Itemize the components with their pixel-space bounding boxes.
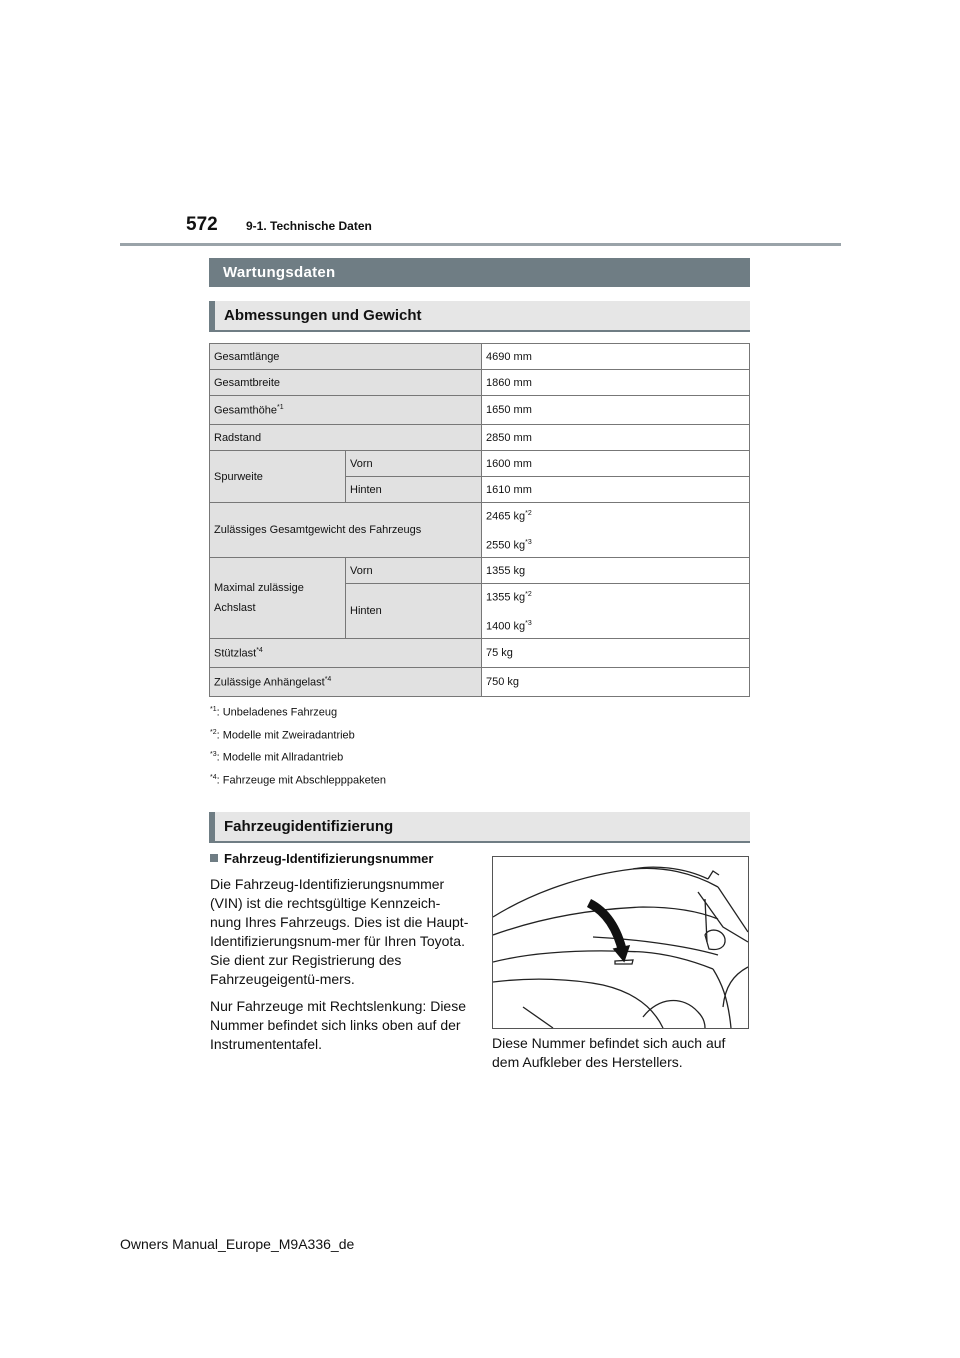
row-value bbox=[482, 503, 750, 558]
footnote bbox=[210, 768, 386, 791]
footnote-mark: *2 bbox=[525, 510, 532, 518]
label-text: Zulässige Anhängelast bbox=[214, 676, 325, 689]
row-value: 1355 kg bbox=[482, 558, 750, 584]
row-label: Gesamtbreite bbox=[210, 370, 482, 396]
label-text: Stützlast bbox=[214, 647, 257, 660]
page-number: 572 bbox=[186, 214, 218, 235]
row-label bbox=[210, 668, 482, 697]
value-line bbox=[486, 617, 745, 634]
row-value: 4690 mm bbox=[482, 344, 750, 370]
footnote-mark: *4 bbox=[324, 675, 332, 683]
rhd-paragraph: Nur Fahrzeuge mit Rechtslenkung: Diese Nummer befindet sich links oben auf der Instrumententafel. bbox=[210, 998, 467, 1052]
footnote-text: : Modelle mit Zweiradantrieb bbox=[216, 729, 355, 742]
table-row bbox=[210, 558, 750, 584]
label-line: Maximal zulässige bbox=[214, 582, 304, 594]
table-row bbox=[210, 451, 750, 477]
row-label bbox=[210, 639, 482, 668]
footnote-mark: *3 bbox=[210, 751, 217, 758]
page-title: Wartungsdaten bbox=[209, 258, 750, 287]
footnote-mark: *1 bbox=[210, 706, 217, 713]
dimensions-heading: Abmessungen und Gewicht bbox=[209, 301, 750, 332]
footnote bbox=[210, 723, 386, 746]
header-divider bbox=[120, 243, 841, 246]
row-value: 1600 mm bbox=[482, 451, 750, 477]
table-row bbox=[210, 503, 750, 558]
footnote-mark: *1 bbox=[276, 403, 284, 411]
footer-document-id: Owners Manual_Europe_M9A336_de bbox=[120, 1236, 355, 1252]
footnote-text: : Fahrzeuge mit Abschlepppaketen bbox=[216, 774, 387, 787]
value-text: 1400 kg bbox=[486, 620, 526, 633]
footnote-mark: *2 bbox=[210, 728, 217, 736]
table-row bbox=[210, 668, 750, 697]
sub-label: Vorn bbox=[346, 558, 482, 584]
row-label: Gesamtlänge bbox=[210, 344, 482, 370]
sub-label: Hinten bbox=[346, 477, 482, 503]
value-line bbox=[486, 507, 745, 524]
row-value: 2850 mm bbox=[482, 425, 750, 451]
square-bullet-icon bbox=[210, 854, 218, 862]
table-row bbox=[210, 344, 750, 370]
table-row bbox=[210, 639, 750, 668]
subheading-text: Fahrzeug-Identifizierungsnummer bbox=[224, 851, 434, 866]
section-reference: 9-1. Technische Daten bbox=[246, 219, 372, 233]
footnotes bbox=[210, 700, 386, 790]
footnote-mark: *4 bbox=[210, 773, 217, 781]
row-label: Radstand bbox=[210, 425, 482, 451]
footnote-mark: *3 bbox=[525, 620, 532, 627]
sub-label: Vorn bbox=[346, 451, 482, 477]
illustration-caption: Diese Nummer befindet sich auch auf dem Aufkleber des Herstellers. bbox=[492, 1035, 726, 1070]
vin-subheading bbox=[210, 849, 470, 868]
row-label bbox=[210, 558, 346, 639]
row-value: 1610 mm bbox=[482, 477, 750, 503]
table-row bbox=[210, 370, 750, 396]
table-row bbox=[210, 425, 750, 451]
row-value: 1650 mm bbox=[482, 396, 750, 425]
row-value bbox=[482, 584, 750, 639]
dashboard-vin-illustration bbox=[492, 856, 749, 1029]
row-label: Spurweite bbox=[210, 451, 346, 503]
value-line bbox=[486, 536, 745, 553]
row-label: Zulässiges Gesamtgewicht des Fahrzeugs bbox=[210, 503, 482, 558]
footnote-mark: *3 bbox=[525, 539, 532, 546]
footnote-text: : Unbeladenes Fahrzeug bbox=[216, 706, 338, 719]
dimensions-table bbox=[209, 343, 750, 697]
footnote-mark: *2 bbox=[525, 591, 532, 599]
row-value: 750 kg bbox=[482, 668, 750, 697]
value-text: 2465 kg bbox=[486, 511, 526, 523]
footnote bbox=[210, 700, 386, 723]
table-row bbox=[210, 396, 750, 425]
vin-paragraph: Die Fahrzeug-Identifizierungsnummer (VIN) ist die rechtsgültige Kennzeich-nung Ihres Fahrzeugs. Dies ist die Haupt-Identifizierungsnum-mer für Ihren Toyota. Sie dient zur Registrierung des Fahrzeugeigentü-mers. bbox=[210, 876, 469, 987]
sub-label: Hinten bbox=[346, 584, 482, 639]
car-windshield-drawing bbox=[493, 857, 748, 1028]
label-line: Achslast bbox=[214, 602, 256, 614]
footnote-text: : Modelle mit Allradantrieb bbox=[216, 751, 344, 764]
row-value: 75 kg bbox=[482, 639, 750, 668]
label-text: Gesamthöhe bbox=[214, 404, 277, 417]
identification-heading: Fahrzeugidentifizierung bbox=[209, 812, 750, 843]
vin-text-column bbox=[210, 849, 470, 1062]
footnote bbox=[210, 745, 386, 768]
value-line bbox=[486, 588, 745, 605]
row-value: 1860 mm bbox=[482, 370, 750, 396]
row-label bbox=[210, 396, 482, 425]
value-text: 1355 kg bbox=[486, 592, 526, 604]
value-text: 2550 kg bbox=[486, 539, 526, 552]
footnote-mark: *4 bbox=[256, 646, 263, 654]
